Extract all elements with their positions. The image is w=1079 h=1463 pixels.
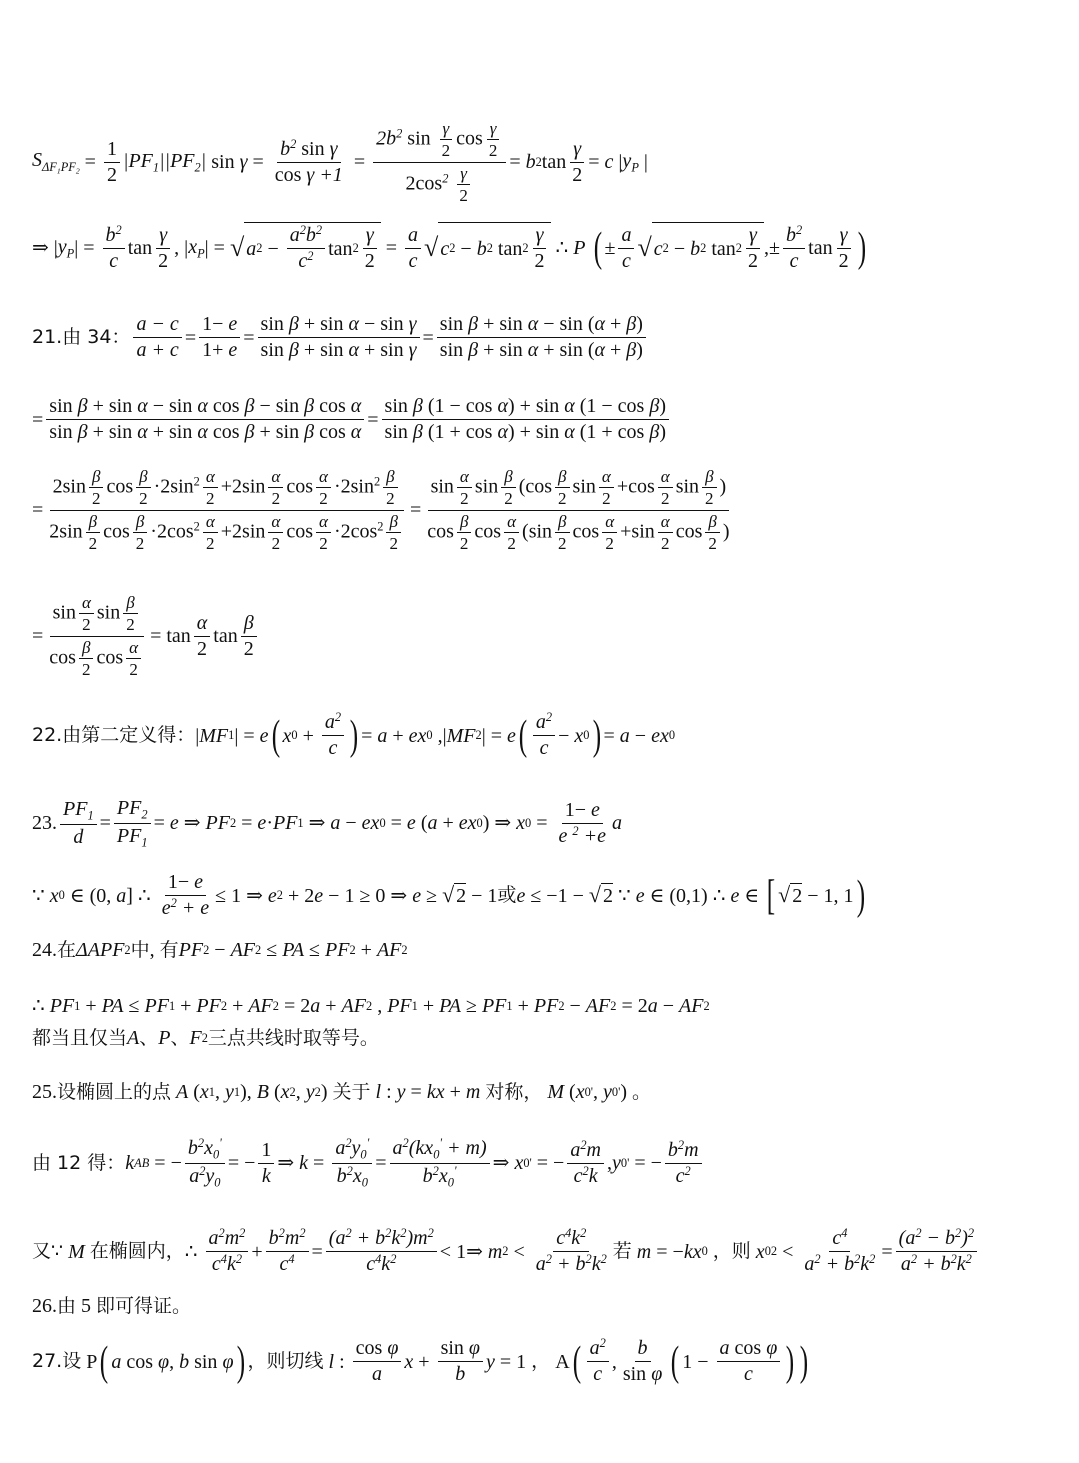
formula-line-24: 24. 在 ΔAPF 2 中 , 有 PF 2 − AF 2 ≤ PA ≤ PF 2 + AF 2	[32, 938, 408, 961]
problem-26-text: 26.由 5 即可得证。	[32, 1295, 192, 1317]
problem-25-step-label: 由 12 得：	[32, 1151, 126, 1174]
problem-23-label: 23.	[32, 812, 57, 835]
formula-line-21b: = $\frac{\text{sin β + sin α − sin α cos β − sin β cos α}}{\text{sin β + sin α + sin α cos β + sin β cos α}}$ = $\frac{\text{sin β (1 − cos α) + sin α (1 − cos β)}}{\text{sin β (1 + cos α) + sin α (1 + cos β)}}$	[32, 394, 1059, 445]
formula-line-21: 21.由 34： $\frac{a - c}{a + c}$ = $\frac{1- e}{1+ e}$ = $\frac{\text{sin β + sin α − sin γ}}{\text{sin β + sin α + sin γ}}$ = $\frac{\text{sin β + sin α − sin (α + β)}}{\text{sin β + sin α + sin (α + β)}}$	[32, 312, 1059, 363]
formula-line-27: 27.设 P ( a cos φ , b sin φ ) ，则切线 l : $\frac{\text{cos φ}}{a}$ x + $\frac{\text{sin φ}}{b}$ y = 1 ， A ( $\frac{a^2}{c}$ , $\frac{b}{\text{sin φ}}$ ( 1 − $\frac{\text{a cos φ}}{c}$ ) )	[32, 1336, 809, 1385]
formula-line-23b: ∵ x 0 ∈ (0, a ] ∴ $\frac{1- e}{e^2 + e}$ ≤ 1 ⇒ e 2 + 2 e − 1 ≥ 0 ⇒ e ≥ √ 2 − 1 或 e ≤ −1 − √ 2 ∵ e ∈ (0,1) ∴ e ∈ [ √ 2 − 1, 1 )	[32, 871, 865, 919]
formula-line-25c: 又∵ M 在椭圆内， ∴ $\frac{a^2m^2}{c^4k^2}$ + $\frac{b^2m^2}{c^4}$ = $\frac{(a^2 + b^2k^2)m^2}{c^4k^2}$ < 1⇒ m 2 < $\frac{c^4k^2}{a^2 + b^2k^2}$ 若 m = − kx 0 ，则 x 0 2 < $\frac{c^4}{a^2 + b^2k^2}$ = $\frac{(a^2 - b^2)^2}{a^2 + b^2k^2}$	[32, 1226, 1059, 1277]
formula-line-25: 25. 设椭圆上的点 A ( x 1 , y 1 ), B ( x 2 , y 2 ) 关于 l : y = kx + m 对称， M ( x 0 ' , y 0 ' ) 。	[32, 1080, 652, 1103]
formula-line-24b: ∴ PF 1 + PA ≤ PF 1 + PF 2 + AF 2 = 2 a + AF 2 , PF 1 + PA ≥ PF 1 + PF 2 − AF 2 = 2 a − AF 2	[32, 995, 710, 1017]
formula-line-1: $S_{\Delta F_1PF_2}$ = $\frac{1}{2}$ $|PF_1||PF_2|$ sin γ = $\frac{b^2 \sin \gamma}{\text{cos γ +1}}$ = $2b^2$ sin $\frac{\gamma}{2}$ cos $\frac{\gamma}{2}$ $2\cos^2$ $\frac{\gamma}{2}$ = b 2 tan $\frac{\gamma}{2}$ = c | $y_P$ |	[32, 119, 648, 205]
formula-line-2: ⇒ | $y_P$ | = $\frac{b^2}{c}$ tan $\frac{\gamma}{2}$ , | $x_P$ | = √ a 2 − $\frac{a^2b^2}{c^2}$ tan 2 $\frac{\gamma}{2}$ = $\frac{a}{c}$ √ c 2 − b 2 tan 2 $\frac{\gamma}{2}$ ∴ P ( ± $\frac{a}{c}$ √ c 2 − b 2 tan 2 $\frac{\gamma}{2}$ ,± $\frac{b^2}{c}$ tan $\frac{\gamma}{2}$ )	[32, 222, 866, 272]
formula-line-24c: 都当且仅当 A 、 P 、 F 2 三点共线时取等号。	[32, 1026, 379, 1049]
formula-line-22: 22.由第二定义得： | MF 1 | = e ( x 0 + $\frac{a^2}{c}$ ) = a + ex 0 ,| MF 2 | = e ( $\frac{a^2}{c}$ − x 0 ) = a − ex 0	[32, 710, 676, 759]
formula-line-21d: = sin $\frac{\alpha}{2}$ sin $\frac{\beta}{2}$ cos $\frac{\beta}{2}$ cos $\frac{\alpha}{2}$ = tan $\frac{\alpha}{2}$ tan $\frac{\beta}{2}$	[32, 592, 1059, 680]
formula-line-21c: = 2sin $\frac{\beta}{2}$ cos $\frac{\beta}{2}$ $\cdot 2\sin^2$ $\frac{\alpha}{2}$ +2sin $\frac{\alpha}{2}$ cos $\frac{\alpha}{2}$ $\cdot 2\sin^2$ $\frac{\beta}{2}$ 2sin $\frac{\beta}{2}$ cos $\frac{\beta}{2}$ $\cdot 2\cos^2$ $\frac{\alpha}{2}$ +2sin $\frac{\alpha}{2}$ cos $\frac{\alpha}{2}$ $\cdot 2\cos^2$ $\frac{\beta}{2}$ = sin $\frac{\alpha}{2}$ sin $\frac{\beta}{2}$ (cos $\frac{\beta}{2}$ sin $\frac{\alpha}{2}$ +cos $\frac{\alpha}{2}$ sin $\frac{\beta}{2}$ ) cos $\frac{\beta}{2}$ cos $\frac{\alpha}{2}$ (sin $\frac{\beta}{2}$ cos $\frac{\alpha}{2}$ +sin $\frac{\alpha}{2}$ cos $\frac{\beta}{2}$ )	[32, 467, 730, 553]
problem-22-label: 22.由第二定义得：	[32, 724, 196, 747]
problem-27-label: 27.设	[32, 1350, 82, 1373]
formula-line-26	[32, 1294, 1059, 1318]
formula-line-25b: 由 12 得： k AB = − $\frac{b^2x_0'}{a^2y_0}$ = − $\frac{1}{k}$ ⇒ k = $\frac{a^2y_0'}{b^2x_0}$ = $\frac{a^2(kx_0' + m)}{b^2x_0'}$ ⇒ x 0 ' = − $\frac{a^2m}{c^2k}$ , y 0 ' = − $\frac{b^2m}{c^2}$	[32, 1136, 1059, 1191]
formula-line-23: 23. $\frac{PF_1}{d}$ = $\frac{PF_2}{PF_1}$ = e ⇒ PF 2 = e · PF 1 ⇒ a − ex 0 = e ( a + ex 0 ) ⇒ x 0 = $\frac{1- e}{e ^2 +e}$ a	[32, 797, 623, 850]
problem-21-label: 21.由 34：	[32, 326, 131, 349]
